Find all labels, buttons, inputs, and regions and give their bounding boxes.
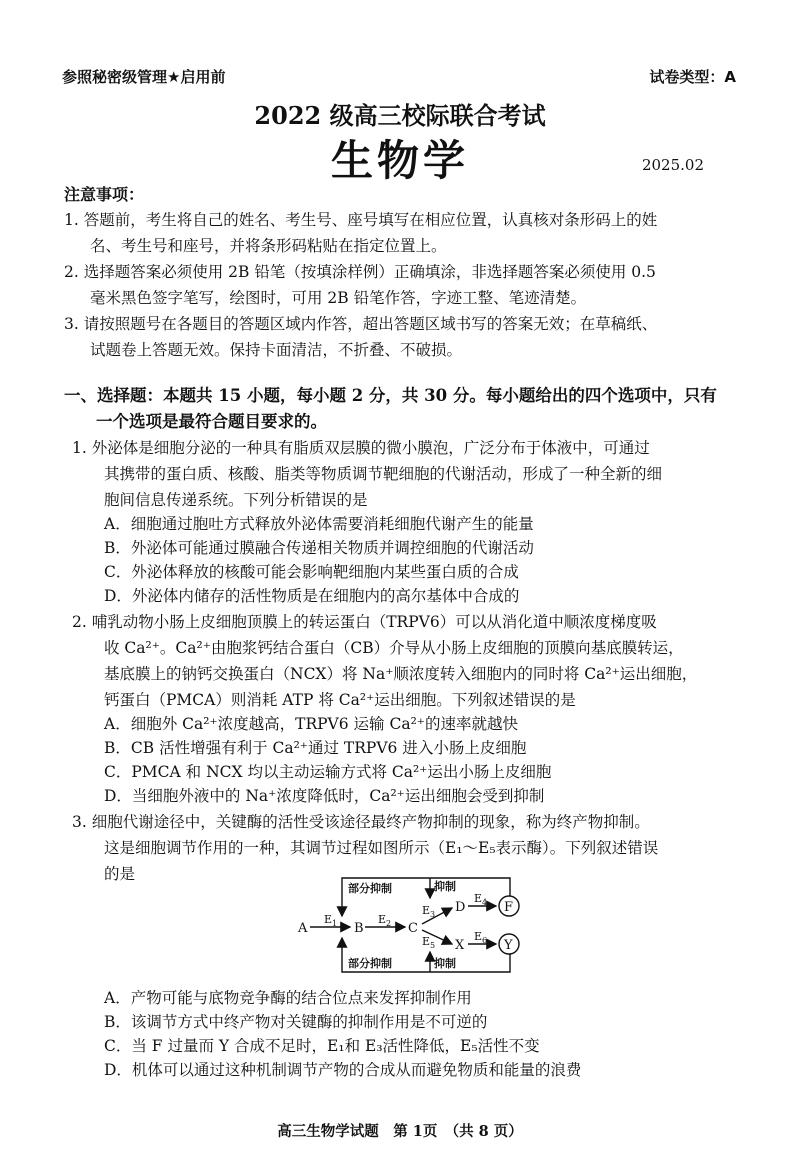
- q2-option-a: A．细胞外 Ca²⁺浓度越高，TRPV6 运输 Ca²⁺的速率就越快: [104, 715, 518, 733]
- paper-type: 试卷类型：A: [649, 68, 736, 86]
- notice-line: 1. 答题前，考生将自己的姓名、考生号、座号填写在相应位置，认真核对条形码上的姓: [64, 211, 658, 229]
- q1-stem: 1. 外泌体是细胞分泌的一种具有脂质双层膜的微小膜泡，广泛分布于体液中，可通过: [72, 439, 650, 457]
- subject-title: 生物学: [330, 136, 469, 185]
- label-inhibit-top: 抑制: [434, 880, 456, 893]
- notice-line: 2. 选择题答案必须使用 2B 铅笔（按填涂样例）正确填涂，非选择题答案必须使用 0.5: [64, 263, 656, 281]
- q3-option-c: C．当 F 过量而 Y 合成不足时，E₁和 E₃活性降低，E₅活性不变: [104, 1037, 540, 1055]
- node-x: X: [455, 938, 465, 953]
- q3-stem: 的是: [104, 865, 136, 883]
- q1-option-b: B．外泌体可能通过膜融合传递相关物质并调控细胞的代谢活动: [104, 539, 534, 557]
- q3-stem: 3. 细胞代谢途径中，关键酶的活性受该途径最终产物抑制的现象，称为终产物抑制。: [72, 813, 650, 831]
- enzyme-e3: $E_3$: [422, 904, 436, 919]
- node-c: C: [408, 921, 418, 936]
- enzyme-e1: $E_1$: [324, 913, 338, 928]
- notice-line: 3. 请按照题号在各题目的答题区域内作答，超出答题区域书写的答案无效；在草稿纸、: [64, 315, 658, 333]
- q2-stem: 钙蛋白（PMCA）则消耗 ATP 将 Ca²⁺运出细胞。下列叙述错误的是: [104, 691, 576, 709]
- q2-option-b: B．CB 活性增强有利于 Ca²⁺通过 TRPV6 进入小肠上皮细胞: [104, 739, 527, 757]
- q1-option-d: D．外泌体内储存的活性物质是在细胞内的高尔基体中合成的: [104, 587, 520, 605]
- notice-line: 毫米黑色签字笔写，绘图时，可用 2B 铅笔作答，字迹工整、笔迹清楚。: [90, 289, 587, 307]
- enzyme-e5: $E_5$: [422, 935, 436, 950]
- q1-option-a: A．细胞通过胞吐方式释放外泌体需要消耗细胞代谢产生的能量: [104, 515, 534, 533]
- exam-title: 2022 级高三校际联合考试: [254, 101, 546, 130]
- section-heading: 一个选项是最符合题目要求的。: [96, 412, 327, 431]
- q3-option-d: D．机体可以通过这种机制调节产物的合成从而避免物质和能量的浪费: [104, 1061, 582, 1079]
- enzyme-e6: $E_6$: [474, 930, 488, 945]
- q3-option-a: A．产物可能与底物竞争酶的结合位点来发挥抑制作用: [104, 989, 472, 1007]
- q2-option-c: C．PMCA 和 NCX 均以主动运输方式将 Ca²⁺运出小肠上皮细胞: [104, 763, 552, 781]
- q2-stem: 基底膜上的钠钙交换蛋白（NCX）将 Na⁺顺浓度转入细胞内的同时将 Ca²⁺运出细胞，: [104, 665, 698, 683]
- q2-option-d: D．当细胞外液中的 Na⁺浓度降低时，Ca²⁺运出细胞会受到抑制: [104, 787, 545, 805]
- label-partial-inhibit-top: 部分抑制: [348, 882, 392, 895]
- enzyme-e2: $E_2$: [378, 913, 392, 928]
- node-b: B: [354, 921, 364, 936]
- node-f: F: [504, 900, 514, 915]
- node-y: Y: [504, 938, 513, 953]
- node-a: A: [298, 921, 308, 936]
- q3-stem: 这是细胞调节作用的一种，其调节过程如图所示（E₁～E₅表示酶）。下列叙述错误: [104, 839, 659, 857]
- q2-stem: 2. 哺乳动物小肠上皮细胞顶膜上的转运蛋白（TRPV6）可以从消化道中顺浓度梯度吸: [72, 613, 657, 631]
- page-footer: 高三生物学试题 第 1页 （共 8 页）: [277, 1123, 523, 1140]
- notice-line: 名、考生号和座号，并将条形码粘贴在指定位置上。: [90, 237, 447, 255]
- confidential-label: 参照秘密级管理★启用前: [62, 68, 226, 86]
- node-d: D: [455, 900, 466, 915]
- q2-stem: 收 Ca²⁺。Ca²⁺由胞浆钙结合蛋白（CB）介导从小肠上皮细胞的顶膜向基底膜转运，: [104, 639, 684, 657]
- q1-stem: 其携带的蛋白质、核酸、脂类等物质调节靶细胞的代谢活动，形成了一种全新的细: [104, 465, 663, 483]
- q1-option-c: C．外泌体释放的核酸可能会影响靶细胞内某些蛋白质的合成: [104, 563, 519, 581]
- q1-stem: 胞间信息传递系统。下列分析错误的是: [104, 491, 368, 509]
- notice-heading: 注意事项：: [64, 185, 145, 204]
- feedback-inhibition-diagram: [290, 872, 530, 980]
- exam-date: 2025.02: [641, 156, 704, 174]
- notice-line: 试题卷上答题无效。保持卡面清洁，不折叠、不破损。: [90, 341, 463, 359]
- label-inhibit-bottom: 抑制: [434, 957, 456, 970]
- label-partial-inhibit-bottom: 部分抑制: [348, 957, 392, 970]
- q3-option-b: B．该调节方式中终产物对关键酶的抑制作用是不可逆的: [104, 1013, 488, 1031]
- enzyme-e4: $E_4$: [474, 892, 488, 907]
- section-heading: 一、选择题：本题共 15 小题，每小题 2 分，共 30 分。每小题给出的四个选项中，只有: [64, 386, 717, 405]
